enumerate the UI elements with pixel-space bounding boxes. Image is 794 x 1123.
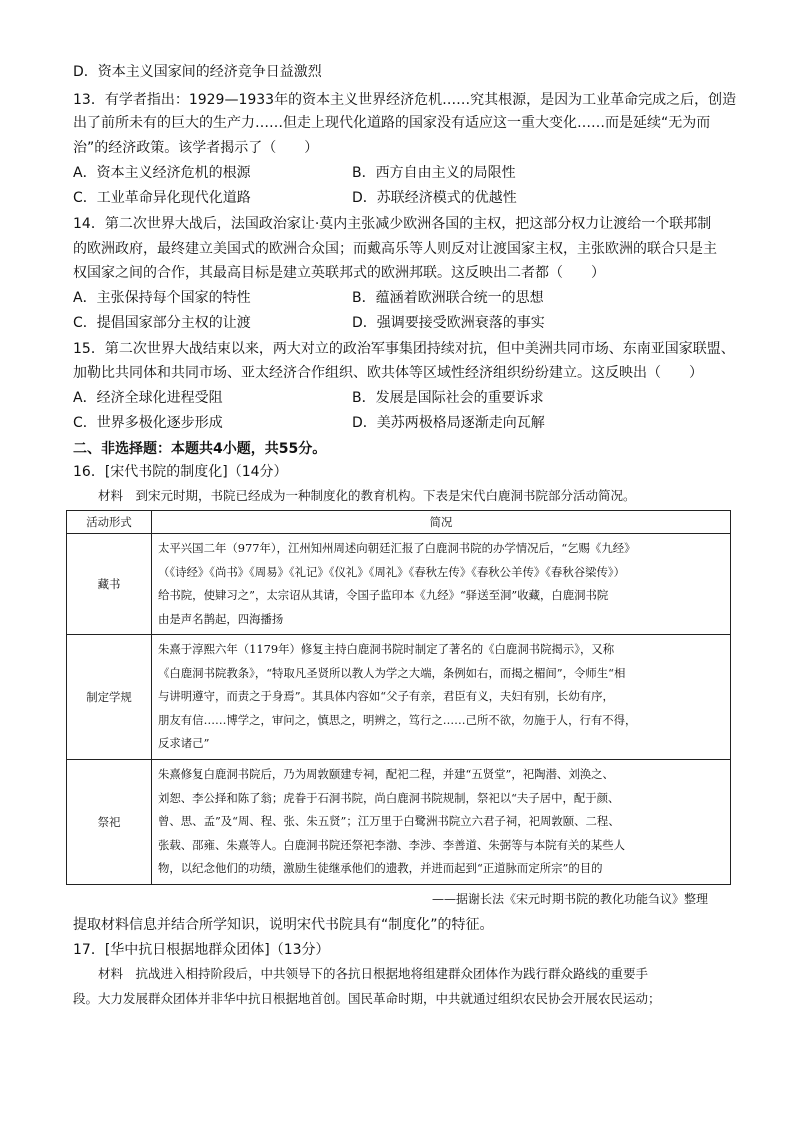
table-row-line: （《诗经》《尚书》《周易》《礼记》《仪礼》《周礼》《春秋左传》《春秋公羊传》《春秋谷梁传》） xyxy=(158,564,625,579)
table-row xyxy=(67,760,731,885)
table-header-form: 活动形式 xyxy=(67,511,152,534)
section-heading: 二、非选择题：本题共4小题，共55分。 xyxy=(73,441,327,457)
table-row-category: 制定学规 xyxy=(67,635,152,760)
table-source: ——据谢长法《宋元时期书院的教化功能刍议》整理 xyxy=(432,892,709,906)
q15-option-d: D．美苏两极格局逐渐走向瓦解 xyxy=(352,415,545,431)
q13-stem-line-2: 出了前所未有的巨大的生产力……但走上现代化道路的国家没有适应这一重大变化……而是延续“无为而 xyxy=(73,115,711,131)
q15-stem-line-2: 加勒比共同体和共同市场、亚太经济合作组织、欧共体等区域性经济组织纷纷建立。这反映出（ ） xyxy=(73,365,703,381)
table-row-content xyxy=(152,534,731,635)
q13-option-c: C．工业革命异化现代化道路 xyxy=(73,190,251,206)
q13-option-d: D．苏联经济模式的优越性 xyxy=(352,190,517,206)
table-row-line: 《白鹿洞书院教条》，“特取凡圣贤所以教人为学之大端，条例如右，而揭之楣间”，令师生“相 xyxy=(158,665,626,680)
q13-stem-line-3: 治”的经济政策。该学者揭示了（ ） xyxy=(73,140,319,156)
q14-option-c: C．提倡国家部分主权的让渡 xyxy=(73,315,251,331)
q17-material-line-2: 段。大力发展群众团体并非华中抗日根据地首创。国民革命时期，中共就通过组织农民协会开展农民运动； xyxy=(73,991,661,1006)
q15-option-c: C．世界多极化逐步形成 xyxy=(73,415,223,431)
table-row-line: 与讲明遵守，而责之于身焉”。其具体内容如“父子有亲，君臣有义，夫妇有别，长幼有序， xyxy=(158,689,614,704)
q15-option-a: A．经济全球化进程受阻 xyxy=(73,390,223,406)
table-row-line: 刘恕、李公择和陈了翁；虎眷于石洞书院，尚白鹿洞书院规制，祭祀以“夫子居中，配于颜、 xyxy=(158,790,620,805)
q14-stem-line-1: 14．第二次世界大战后，法国政治家让·莫内主张减少欧洲各国的主权，把这部分权力让渡给一个联邦制 xyxy=(73,216,712,232)
q13-stem-line-1: 13．有学者指出：1929—1933年的资本主义世界经济危机……究其根源，是因为工业革命完成之后，创造 xyxy=(73,92,737,108)
q14-option-a: A．主张保持每个国家的特性 xyxy=(73,290,251,306)
table-row-line: 朱熹于淳熙六年（1179年）修复主持白鹿洞书院时制定了著名的《白鹿洞书院揭示》，又称 xyxy=(158,642,615,657)
q14-stem-line-3: 权国家之间的合作，其最高目标是建立英联邦式的欧洲邦联。这反映出二者都（ ） xyxy=(73,265,605,281)
q13-option-a: A．资本主义经济危机的根源 xyxy=(73,165,251,181)
q16-question: 提取材料信息并结合所学知识，说明宋代书院具有“制度化”的特征。 xyxy=(73,917,494,933)
q14-option-b: B．蕴涵着欧洲联合统一的思想 xyxy=(352,290,544,306)
q17-title: 17．[华中抗日根据地群众团体]（13分） xyxy=(73,942,330,958)
q15-option-b: B．发展是国际社会的重要诉求 xyxy=(352,390,544,406)
table-row-category: 藏书 xyxy=(67,534,152,635)
q13-option-b: B．西方自由主义的局限性 xyxy=(352,165,516,181)
table-row-line: 张载、邵雍、朱熹等人。白鹿洞书院还祭祀李渤、李涉、李善道、朱弼等与本院有关的某些人 xyxy=(158,837,626,852)
q15-stem-line-1: 15．第二次世界大战结束以来，两大对立的政治军事集团持续对抗，但中美洲共同市场、东南亚国家联盟、 xyxy=(73,341,735,357)
q17-material-line-1: 材料 抗战进入相持阶段后，中共领导下的各抗日根据地将组建群众团体作为践行群众路线的重要手 xyxy=(73,966,649,981)
table-row-line: 朱熹修复白鹿洞书院后，乃为周敦颐建专祠，配祀二程，并建“五贤堂”，祀陶潜、刘涣之、 xyxy=(158,767,614,782)
table-row-line: 曾、思、孟”及“周、程、张、朱五贤”；江万里于白鹭洲书院立六君子祠，祀周敦颐、二程、 xyxy=(158,814,620,829)
table-row-line: 太平兴国二年（977年），江州知州周述向朝廷汇报了白鹿洞书院的办学情况后，“乞赐《九经》 xyxy=(158,541,636,555)
table-row-content xyxy=(152,760,731,885)
q14-stem-line-2: 的欧洲政府，最终建立美国式的欧洲合众国；而戴高乐等人则反对让渡国家主权，主张欧洲的联合只是主 xyxy=(73,241,717,257)
activity-table xyxy=(66,510,731,885)
table-row xyxy=(67,635,731,760)
table-row xyxy=(67,534,731,635)
q16-material: 材料 到宋元时期，书院已经成为一种制度化的教育机构。下表是宋代白鹿洞书院部分活动简况。 xyxy=(73,488,636,503)
q12-option-d: D．资本主义国家间的经济竞争日益激烈 xyxy=(73,64,322,80)
table-row-line: 物，以纪念他们的功绩，激励生徒继承他们的遗教，并进而起到“正道脉而定所宗”的目的 xyxy=(158,861,603,876)
table-header-summary: 简况 xyxy=(152,511,731,534)
table-row-line: 反求诸己” xyxy=(158,736,210,751)
q14-option-d: D．强调要接受欧洲衰落的事实 xyxy=(352,315,545,331)
table-header-row xyxy=(67,511,731,534)
table-row-line: 朋友有信……博学之，审问之，慎思之，明辨之，笃行之……己所不欲，勿施于人，行有不得， xyxy=(158,712,637,727)
q16-title: 16．[宋代书院的制度化]（14分） xyxy=(73,464,288,480)
table-row-line: 给书院，使肄习之”，太宗诏从其请，令国子监印本《九经》“驿送至洞”收藏，白鹿洞书院 xyxy=(158,588,609,602)
table-row-content xyxy=(152,635,731,760)
table-row-line: 由是声名鹊起，四海播扬 xyxy=(158,611,284,626)
table-row-category: 祭祀 xyxy=(67,760,152,885)
